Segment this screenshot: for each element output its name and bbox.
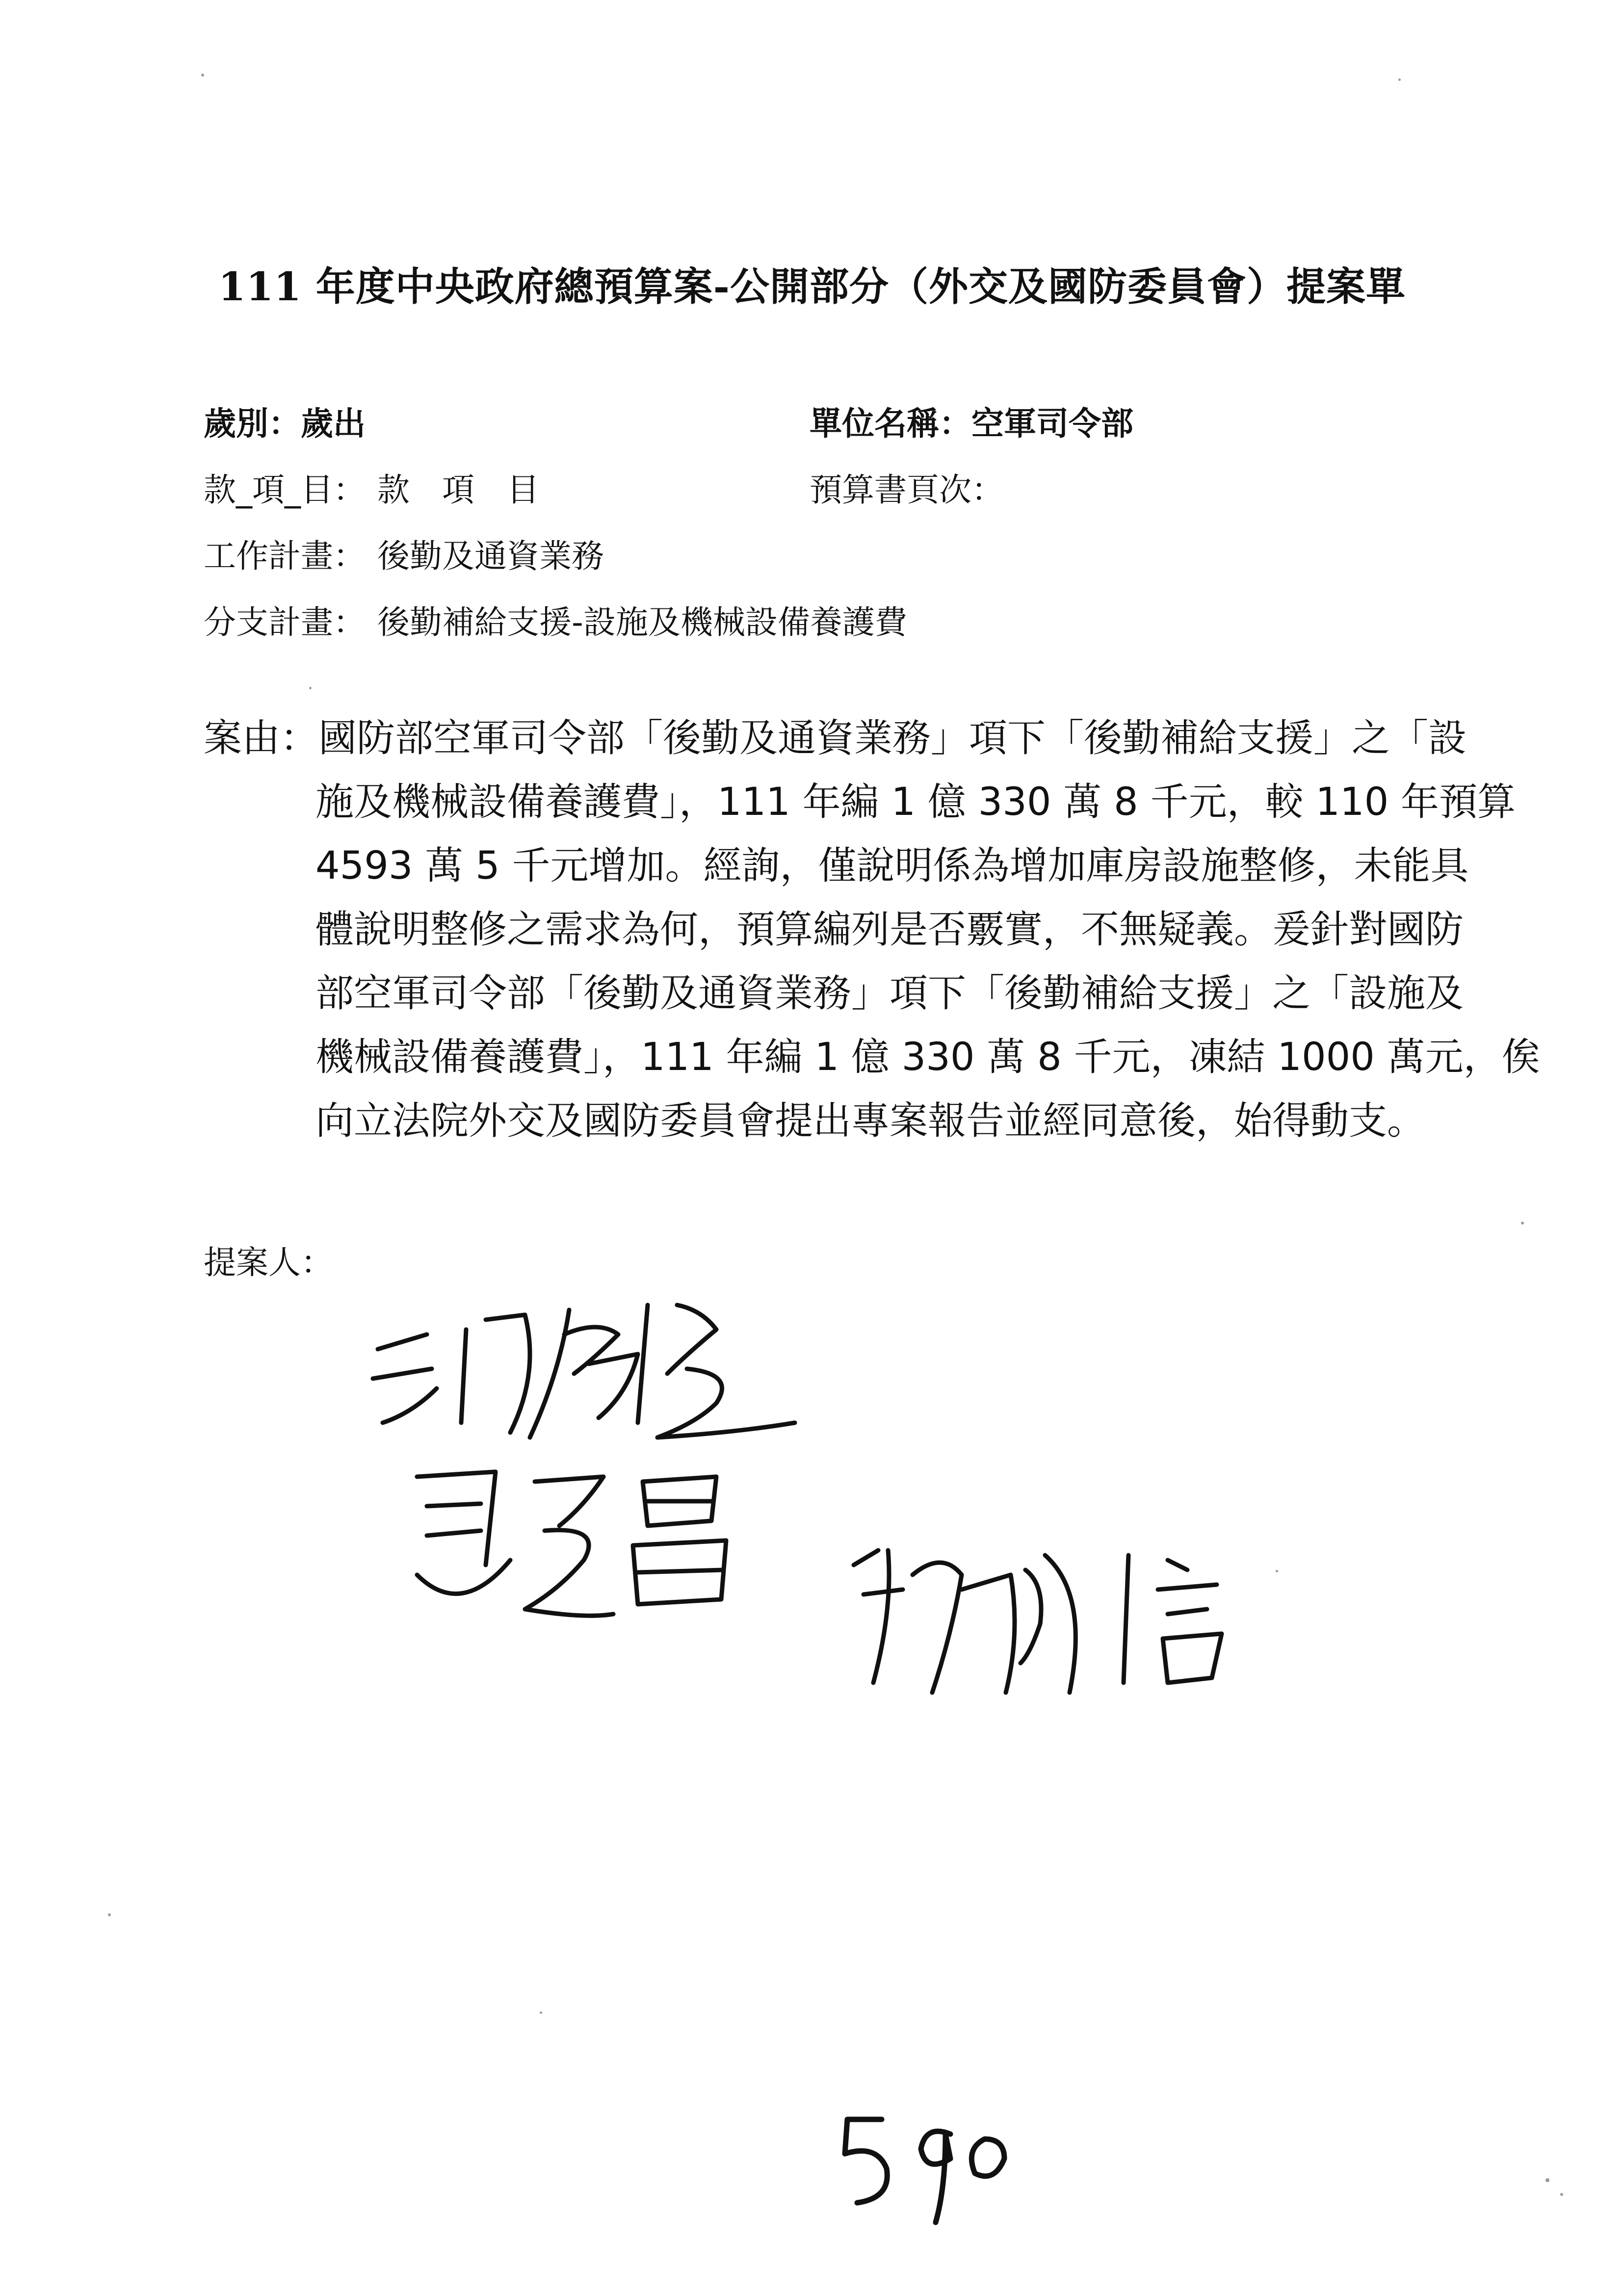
page-ref-field	[810, 464, 1004, 510]
document-title: 111 年度中央政府總預算案-公開部分（外交及國防委員會）提案單	[218, 263, 1406, 310]
signature-2	[397, 1462, 741, 1631]
plan-value: 後勤及通資業務	[377, 537, 604, 575]
item-field	[204, 464, 539, 510]
scan-speck	[309, 687, 312, 689]
category-field	[204, 397, 366, 444]
category-value: 歲出	[301, 405, 366, 443]
subplan-value: 後勤補給支援-設施及機械設備養護費	[377, 603, 907, 641]
signature-3	[814, 1536, 1256, 1714]
scan-speck	[201, 74, 204, 77]
item-value: 款 項 目	[377, 471, 539, 509]
subplan-field	[204, 596, 907, 643]
proposer-label: 提案人：	[204, 1244, 333, 1281]
scan-speck	[1545, 2178, 1549, 2182]
reason-line: 機械設備養護費」，111 年編 1 億 330 萬 8 千元，凍結 1000 萬元，俟	[315, 1035, 1540, 1079]
scan-speck	[1560, 2193, 1563, 2196]
scan-speck	[540, 2011, 542, 2014]
unit-label: 單位名稱：	[810, 405, 971, 443]
page-ref-label: 預算書頁次：	[810, 471, 1004, 509]
reason-line: 向立法院外交及國防委員會提出專案報告並經同意後，始得動支。	[315, 1099, 1426, 1143]
item-label: 款_項_目：	[204, 471, 366, 509]
unit-value: 空軍司令部	[971, 405, 1133, 443]
reason-line: 部空軍司令部「後勤及通資業務」項下「後勤補給支援」之「設施及	[315, 971, 1464, 1016]
plan-label: 工作計畫：	[204, 537, 366, 575]
signature-1	[363, 1276, 854, 1474]
subplan-label: 分支計畫：	[204, 603, 366, 641]
reason-paragraph	[204, 706, 1540, 1153]
category-label: 歲別：	[204, 405, 301, 443]
reason-line: 案由：國防部空軍司令部「後勤及通資業務」項下「後勤補給支援」之「設	[204, 716, 1467, 760]
scan-speck	[1521, 1222, 1524, 1225]
reason-line: 體說明整修之需求為何，預算編列是否覈實，不無疑義。爰針對國防	[315, 908, 1464, 952]
scan-speck	[1276, 1570, 1278, 1572]
scan-speck	[1398, 78, 1401, 81]
page-number-text	[834, 2232, 835, 2233]
scan-speck	[108, 1913, 111, 1916]
plan-field	[204, 530, 604, 576]
page-number	[834, 2105, 1014, 2234]
reason-line: 4593 萬 5 千元增加。經詢，僅說明係為增加庫房設施整修，未能具	[315, 844, 1469, 888]
unit-field	[810, 397, 1133, 444]
reason-line: 施及機械設備養護費」，111 年編 1 億 330 萬 8 千元，較 110 年預算	[315, 780, 1516, 824]
